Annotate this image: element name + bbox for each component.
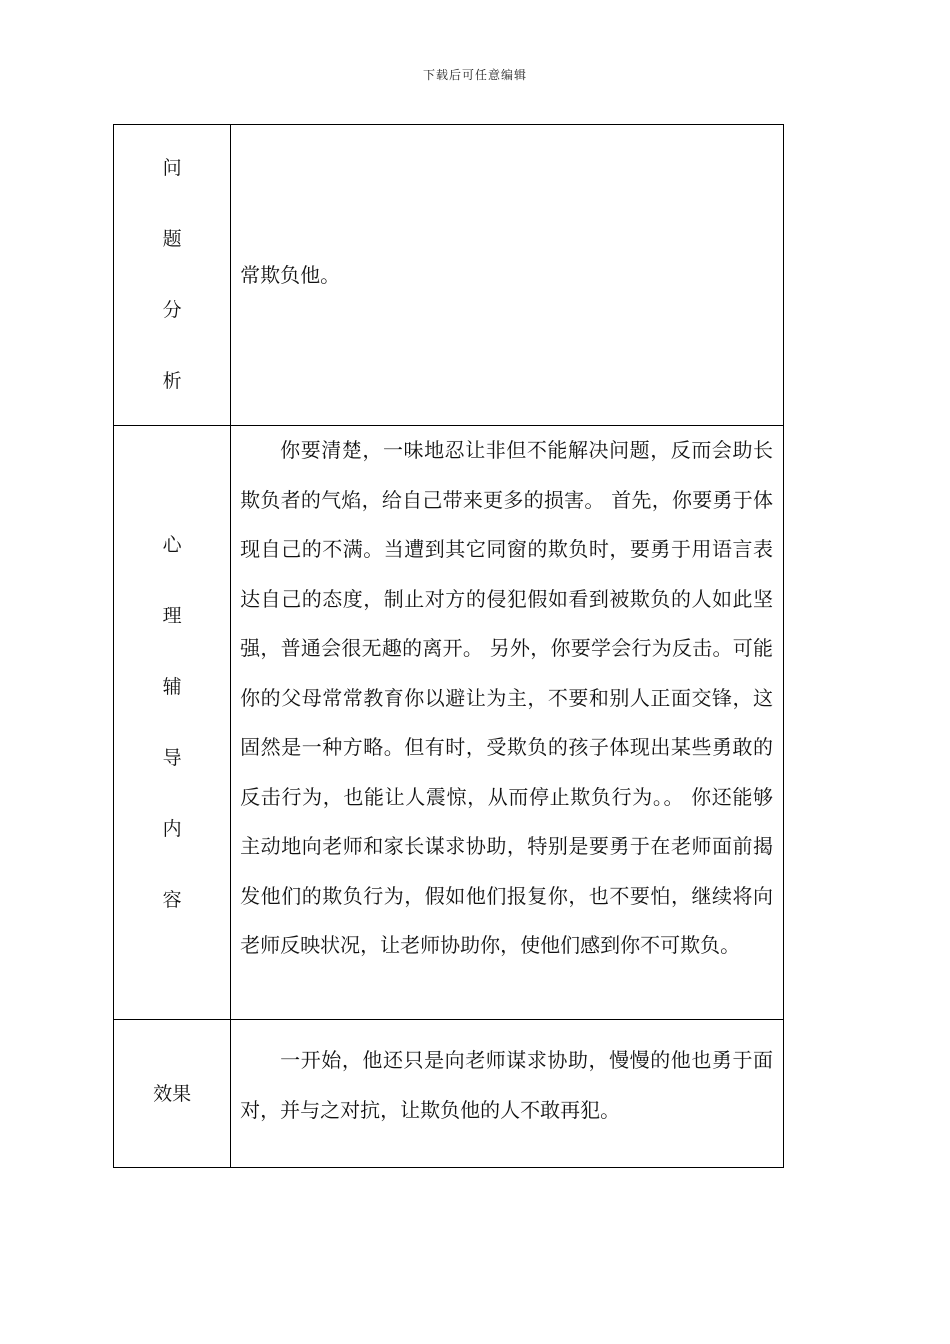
counseling-record-table xyxy=(113,124,784,1168)
label-char: 导 xyxy=(162,746,182,769)
counseling-content-text xyxy=(231,426,783,971)
counseling-content-label-cell xyxy=(114,426,231,1020)
effect-content-text xyxy=(231,1020,783,1135)
label-char: 析 xyxy=(162,370,182,392)
label-char: 内 xyxy=(162,817,182,840)
counseling-paragraph: 你要清楚，一味地忍让非但不能解决问题，反而会助长欺负者的气焰，给自己带来更多的损害。 首先，你要勇于体现自己的不满。当遭到其它同窗的欺负时，要勇于用语言表达自己的态度，制止对方的侵犯假如看到被欺负的人如此坚强，普通会很无趣的离开。 另外，你要学会行为反击。可能你的父母常常教育你以避让为主，不要和别人正面交锋，这固然是一种方略。但有时，受欺负的孩子体现出某些勇敢的反击行为，也能让人震惊，从而停止欺负行为。。 你还能够主动地向老师和家长谋求协助，特别是要勇于在老师面前揭发他们的欺负行为，假如他们报复你，也不要怕，继续将向老师反映状况，让老师协助你，使他们感到你不可欺负。 xyxy=(240,438,773,957)
label-char: 理 xyxy=(162,604,182,627)
effect-content-cell xyxy=(231,1020,784,1168)
counseling-content-cell xyxy=(231,426,784,1020)
problem-analysis-label xyxy=(114,133,230,417)
problem-analysis-label-cell xyxy=(114,125,231,426)
label-char: 容 xyxy=(162,888,182,911)
page-header: 下载后可任意编辑 xyxy=(422,68,527,82)
problem-analysis-content-cell xyxy=(231,125,784,426)
table-row-counseling-content xyxy=(114,426,784,1020)
label-char: 问 xyxy=(162,157,182,179)
effect-paragraph: 一开始，他还只是向老师谋求协助，慢慢的他也勇于面对，并与之对抗，让欺负他的人不敢再犯。 xyxy=(240,1048,773,1122)
label-char: 辅 xyxy=(162,675,182,698)
effect-label-cell xyxy=(114,1020,231,1168)
problem-analysis-text: 常欺负他。 xyxy=(240,263,341,287)
counseling-content-label xyxy=(114,510,230,936)
table-row-effect xyxy=(114,1020,784,1168)
table-row-problem-analysis xyxy=(114,125,784,426)
label-char: 分 xyxy=(162,299,182,321)
effect-label: 效果 xyxy=(153,1082,192,1105)
label-char: 心 xyxy=(162,533,182,556)
label-char: 题 xyxy=(162,228,182,250)
